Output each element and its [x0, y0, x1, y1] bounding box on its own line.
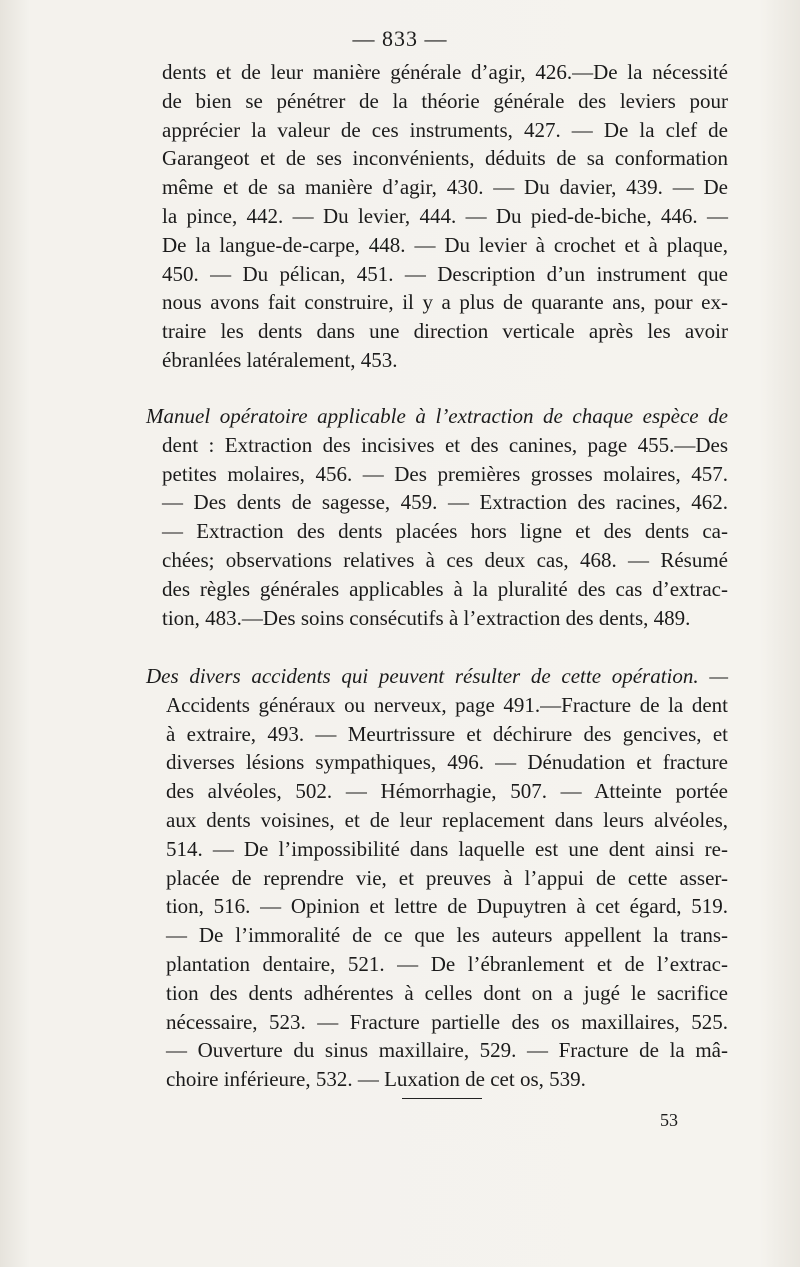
- text-line: chées; observations relatives à ces deux cas, 468. — Résumé: [162, 547, 728, 572]
- text-line: des alvéoles, 502. — Hémorrhagie, 507. — Atteinte portée: [166, 779, 728, 804]
- text-line: des règles générales applicables à la pluralité des cas d’extrac-: [162, 576, 728, 601]
- text-line: 514. — De l’impossibilité dans laquelle est une dent ainsi re-: [166, 836, 728, 861]
- text-line: tion, 483.—Des soins consécutifs à l’extraction des dents, 489.: [162, 605, 691, 630]
- text-line: 450. — Du pélican, 451. — Description d’un instrument que: [162, 261, 728, 286]
- text-line: placée de reprendre vie, et preuves à l’appui de cette asser-: [166, 865, 728, 890]
- text-line: dent : Extraction des incisives et des canines, page 455.—Des: [162, 432, 728, 457]
- text-line: petites molaires, 456. — Des premières grosses molaires, 457.: [162, 461, 728, 486]
- page-number: — 833 —: [352, 26, 448, 51]
- text-line: — Ouverture du sinus maxillaire, 529. — Fracture de la mâ-: [166, 1038, 728, 1063]
- text-line: nous avons fait construire, il y a plus de quarante ans, pour ex-: [162, 290, 728, 315]
- text-line: Garangeot et de ses inconvénients, déduits de sa conformation: [162, 146, 728, 171]
- text-line: même et de sa manière d’agir, 430. — Du davier, 439. — De: [162, 175, 728, 200]
- signature-mark: 53: [660, 1110, 678, 1130]
- text-line: à extraire, 493. — Meurtrissure et déchirure des gencives, et: [166, 721, 728, 746]
- text-line: tion des dents adhérentes à celles dont on a jugé le sacrifice: [166, 980, 728, 1005]
- text-line: diverses lésions sympathiques, 496. — Dénudation et fracture: [166, 750, 728, 775]
- text-line: la pince, 442. — Du levier, 444. — Du pied-de-biche, 446. —: [162, 203, 728, 228]
- text-line: de bien se pénétrer de la théorie générale des leviers pour: [162, 88, 728, 113]
- text-line: — Extraction des dents placées hors ligne et des dents ca-: [162, 519, 728, 544]
- text-line: apprécier la valeur de ces instruments, 427. — De la clef de: [162, 117, 728, 142]
- text-line: dents et de leur manière générale d’agir, 426.—De la nécessité: [162, 60, 728, 84]
- paragraph-instruments: [162, 58, 728, 375]
- paragraph-manuel-operatoire: [146, 402, 728, 632]
- text-line: plantation dentaire, 521. — De l’ébranlement et de l’extrac-: [166, 951, 728, 976]
- text-line: De la langue-de-carpe, 448. — Du levier à crochet et à plaque,: [162, 232, 728, 257]
- text-line: — Des dents de sagesse, 459. — Extraction des racines, 462.: [162, 490, 728, 515]
- text-line-heading: Manuel opératoire applicable à l’extraction de chaque espèce de: [146, 404, 728, 428]
- text-line: ébranlées latéralement, 453.: [162, 347, 398, 372]
- section-divider: [402, 1098, 482, 1099]
- text-line: choire inférieure, 532. — Luxation de cet os, 539.: [166, 1067, 586, 1092]
- text-line-heading: Des divers accidents qui peuvent résulter de cette opération. —: [146, 664, 728, 688]
- text-line: Accidents généraux ou nerveux, page 491.—Fracture de la dent: [166, 692, 728, 717]
- text-line: tion, 516. — Opinion et lettre de Dupuytren à cet égard, 519.: [166, 894, 728, 919]
- text-line: traire les dents dans une direction verticale après les avoir: [162, 319, 728, 344]
- paragraph-accidents: [146, 662, 728, 1094]
- text-line: nécessaire, 523. — Fracture partielle des os maxillaires, 525.: [166, 1009, 728, 1034]
- text-line: aux dents voisines, et de leur replacement dans leurs alvéoles,: [166, 807, 728, 832]
- text-line: — De l’immoralité de ce que les auteurs appellent la trans-: [166, 923, 728, 948]
